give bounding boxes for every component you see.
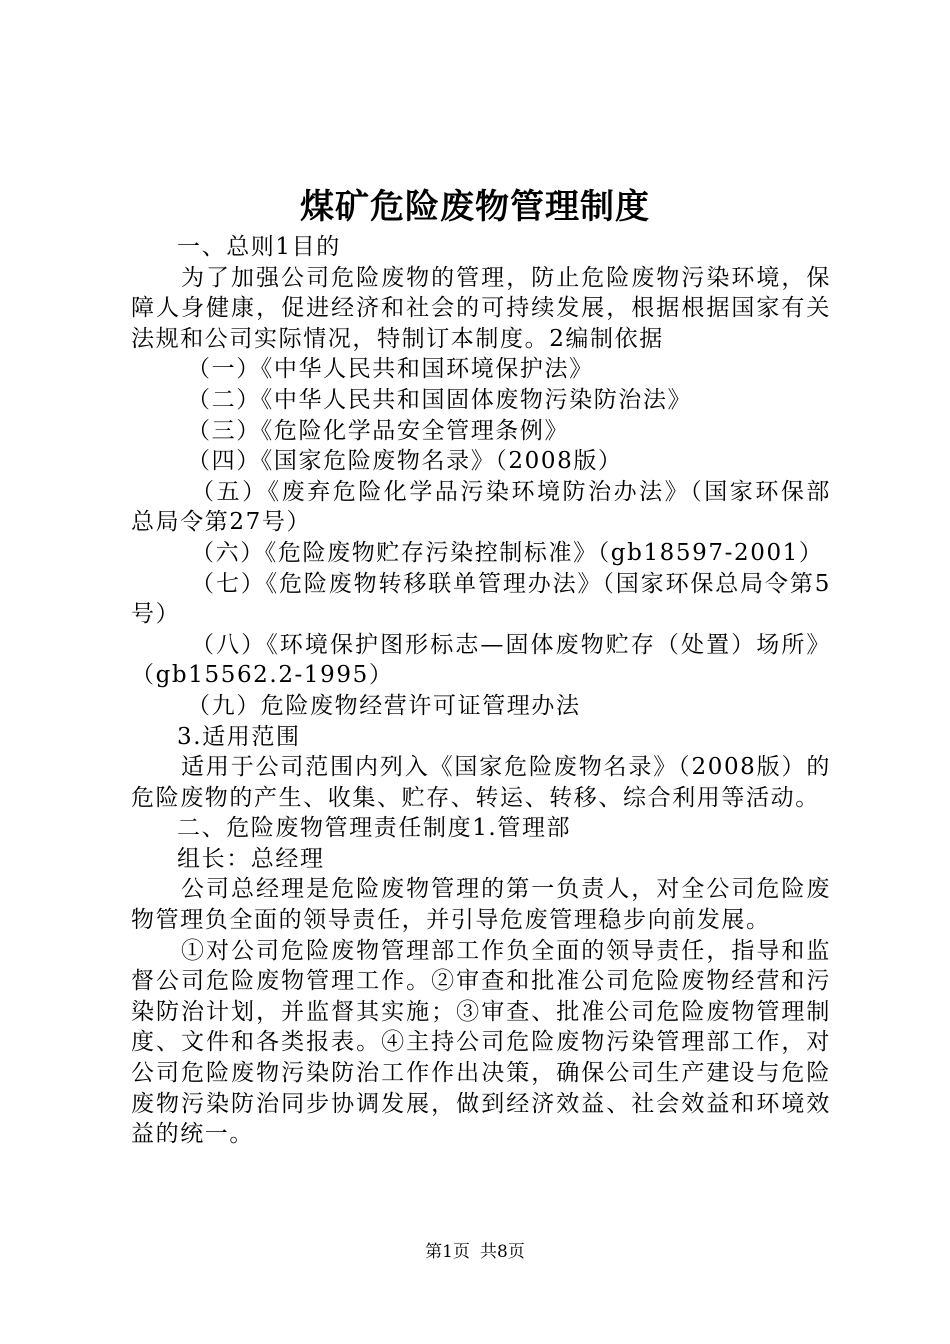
paragraph-2: 为了加强公司危险废物的管理，防止危险废物污染环境，保障人身健康，促进经济和社会的可持续发展，根据根据国家有关法规和公司实际情况，特制订本制度。2编制依据 — [131, 264, 831, 352]
paragraph-7: （五）《废弃危险化学品污染环境防治办法》（国家环保部总局令第27号） — [131, 478, 831, 536]
paragraph-13: 适用于公司范围内列入《国家危险废物名录》（2008版）的危险废物的产生、收集、贮存、转运、转移、综合利用等活动。 — [131, 754, 831, 811]
page-total: 共8页 — [480, 1242, 525, 1262]
paragraph-5: （三）《危险化学品安全管理条例》 — [187, 417, 570, 444]
paragraph-3: （一）《中华人民共和国环境保护法》 — [187, 356, 594, 383]
paragraph-8: （六）《危险废物贮存污染控制标准》（gb18597-2001） — [191, 539, 824, 566]
paragraph-1: 一、总则1目的 — [177, 234, 341, 260]
paragraph-15: 组长：总经理 — [177, 845, 325, 872]
paragraph-9: （七）《危险废物转移联单管理办法》（国家环保总局令第5号） — [131, 570, 831, 628]
paragraph-12: 3.适用范围 — [177, 723, 301, 750]
paragraph-4: （二）《中华人民共和国固体废物污染防治法》 — [187, 386, 693, 413]
paragraph-16: 公司总经理是危险废物管理的第一负责人，对全公司危险废物管理负全面的领导责任，并引导危废管理稳步向前发展。 — [131, 876, 831, 934]
page-footer — [0, 1240, 950, 1264]
document-body — [131, 232, 831, 1150]
paragraph-17: ①对公司危险废物管理部工作负全面的领导责任，指导和监督公司危险废物管理工作。②审查和批准公司危险废物经营和污染防治计划，并监督其实施；③审查、批准公司危险废物管理制度、文件和各类报表。④主持公司危险废物污染管理部工作，对公司危险废物污染防治工作作出决策，确保公司生产建设与危险废物污染防治同步协调发展，做到经济效益、社会效益和环境效益的统一。 — [131, 937, 831, 1148]
paragraph-11: （九）危险废物经营许可证管理办法 — [187, 692, 581, 719]
paragraph-10: （八）《环境保护图形标志—固体废物贮存（处置）场所》（gb15562.2-1995） — [131, 631, 831, 689]
document-title: 煤矿危险废物管理制度 — [300, 187, 650, 227]
paragraph-14: 二、危险废物管理责任制度1.管理部 — [177, 815, 572, 842]
page-number: 第1页 — [425, 1242, 470, 1262]
paragraph-6: （四）《国家危险废物名录》（2008版） — [187, 448, 623, 475]
